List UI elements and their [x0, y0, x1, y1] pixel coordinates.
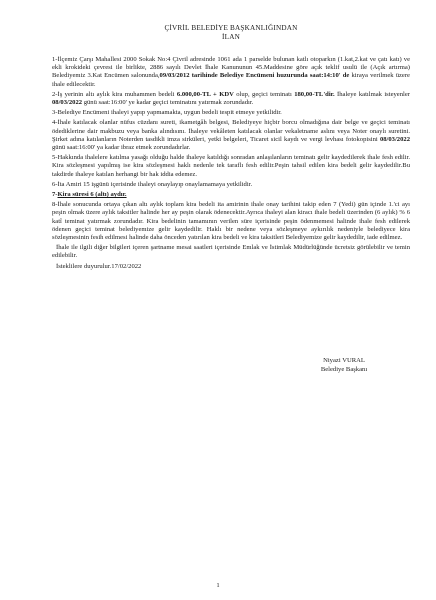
paragraph-10: İsteklilere duyurulur.17/02/2022: [56, 262, 142, 270]
signature-block: [321, 357, 367, 374]
paragraph-7: 7-Kira süresi 6 (altı) aydır.: [52, 191, 127, 199]
paragraph-5: 5-Hakkında ihalelere katılma yasağı olduğu halde ihaleye katıldığı sonradan anlaşılanların teminatı gelir kaydedilerek ihale fesh edilir. Kira sözleşmesi yapılmış ise kira sözleşmesi haklı nedenle tek taraflı fesh edilir.Peşin tahsil edilen kira bedeli gelir kaydedilir.Bu takdirde ihaleye katılan herhangi bir hak iddia edemez.: [52, 154, 410, 178]
signatory-name: Niyazi VURAL: [323, 357, 365, 364]
paragraph-8: 8-İhale sonucunda ortaya çıkan altı aylık toplam kira bedeli ita amirinin ihale onay tarihini takip eden 7 (Yedi) gün içinde 1.'ci ayı peşin olmak üzere aylık taksitler halinde her ay peşin olarak ödenecektir.Ayrıca ihaleyi alan kiracı ihale bedeli üzerinden (6 aylık) % 6 katî teminat yatırmak zorundadır. Kira bedelinin tamamının verilen süre içerisinde peşin ödenmemesi halinde ihale fesh edilerek ödenen geçici teminat belediyemize gelir kaydedilir. Haklı bir nedene veya sözleşmeye aykırılık nedeniyle belediyece kira sözleşmesinin fesih edilmesi halinde daha önceden yatırılan kira bedeli ve kira taksitleri Belediyemize gelir kaydedilir, iade edilmez.: [52, 201, 410, 242]
paragraph-9: İhale ile ilgili diğer bilgileri içeren şartname mesai saatleri içerisinde Emlak ve İstimlak Müdürlüğünde ücretsiz görülebilir ve temin edilebilir.: [52, 244, 410, 260]
announcement-heading: İLAN: [222, 33, 240, 41]
signatory-title: Belediye Başkanı: [320, 365, 368, 373]
paragraph-4: 4-İhale katılacak olanlar nüfus cüzdanı sureti, ikametgâh belgesi, Belediyeye hiçbir borcu olmadığına dair belge ve geçici teminatı ödediklerine dair makbuzu veya banka alındısını. İhaleye vekâleten katılacak olanlar vekaletname aslını veya Noter onaylı suretini. Şirket adına katılanların Noterden tasdikli imza sirküleri, yetki belgeleri, Ticaret sicil kaydı ve vergi levhası fotokopisini 08/03/2022 günü saat:16:00' ya kadar ibraz etmek zorundadırlar.: [52, 119, 410, 152]
issuer-heading: ÇİVRİL BELEDİYE BAŞKANLIĞINDAN: [164, 24, 298, 32]
paragraph-2: 2-İş yerinin altı aylık kira muhammen bedeli 6.000,00-TL + KDV olup, geçici teminatı 180,00-TL'dir. İhaleye katılmak isteyenler 08/03/2022 günü saat:16:00' ye kadar geçici teminatını yatırmak zorundadır.: [52, 90, 410, 107]
announcement-body: [52, 56, 410, 271]
paragraph-3: 3-Belediye Encümeni ihaleyi yapıp yapmamakta, uygun bedeli tespit etmeye yetkilidir.: [52, 109, 282, 117]
paragraph-1: 1-İlçemiz Çarşı Mahallesi 2000 Sokak No:4 Çivril adresinde 1061 ada 1 parselde bulunan katlı otoparkın (1.kat,2.kat ve çatı katı) ve ekli krokideki çevresi ile birlikte, 2886 sayılı Devlet İhale Kanununun 45.Maddesine göre açık teklif usulü ile (Açık artırma) Belediyemiz 3.Kat Encümen salonunda,09/03/2012 tarihinde Belediye Encümeni huzurunda saat:14:10' de kiraya verilmek üzere ihale edilecektir.: [52, 56, 410, 88]
page-number: 1: [216, 582, 220, 589]
paragraph-6: 6-İta Amiri 15 işgünü içerisinde ihaleyi onaylayıp onaylamamaya yetkilidir.: [52, 180, 253, 188]
